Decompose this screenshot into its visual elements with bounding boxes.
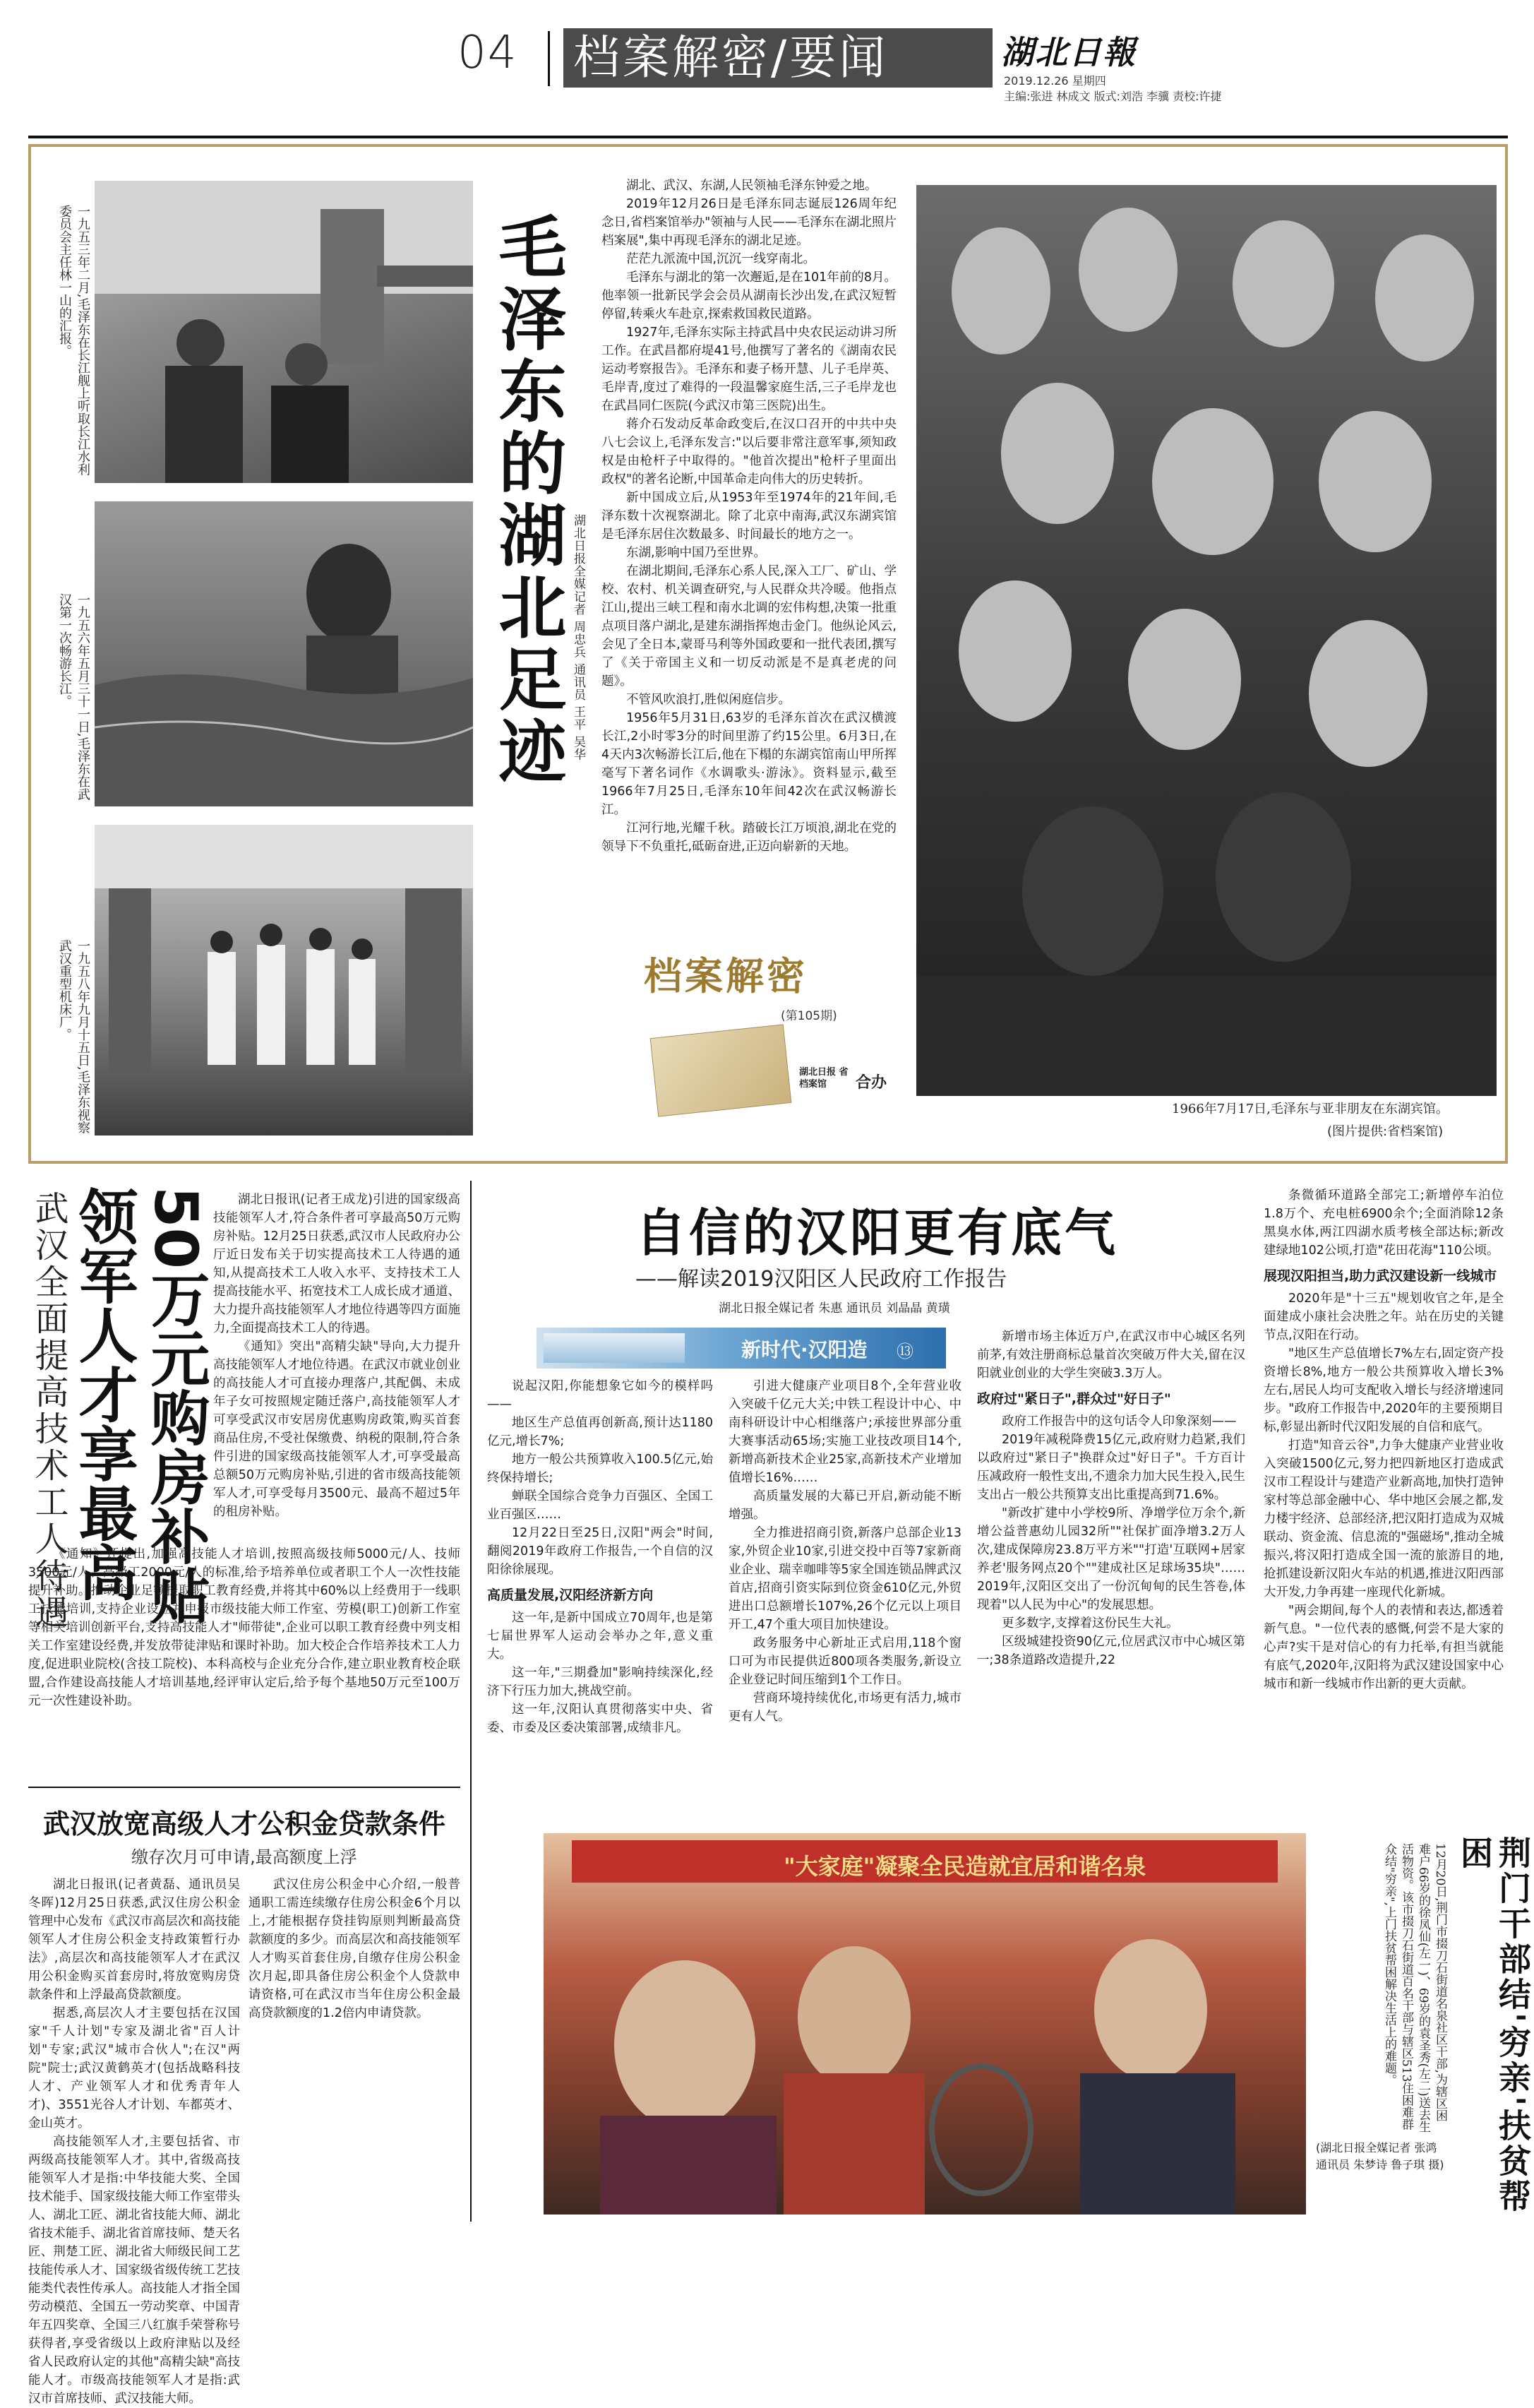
hanyang-headline: 自信的汉阳更有底气 (635, 1203, 1119, 1263)
hanyang-para: 更多数字,支撑着这份民生大礼。 (1002, 1616, 1179, 1631)
hanyang-para: 这一年,汉阳认真贯彻落实中央、省委、市委及区委决策部署,成绩非凡。 (487, 1703, 713, 1735)
hanyang-para: 2019年减税降费15亿元,政府财力趋紧,我们以政府过"紧日子"换群众过"好日子"。千方百计压减政府一般性支出,不遗余力加大民生投入,民生支出占一般公共预算支出比重提高到71.6%。 (977, 1433, 1245, 1502)
series-banner (537, 1328, 946, 1369)
photo-factory-visit-art (95, 825, 473, 1136)
photo-credit: (图片提供:省档案馆) (1327, 1124, 1444, 1139)
photo-swimming-art (95, 501, 473, 806)
photo-yangtze-ship (95, 181, 473, 483)
photo-group-east-lake (916, 185, 1497, 1096)
feature-para: 1956年5月31日,63岁的毛泽东首次在武汉横渡长江,2小时零3分的时间里游了约15公里。6月3日,在4天内3次畅游长江后,他在下榻的东湖宾馆南山甲所挥毫写下著名词作《水调歌头·游泳》。资料显示,截至1966年7月25日,毛泽东10年间42次在武汉畅游长江。 (601, 711, 897, 817)
hanyang-col2 (729, 1377, 961, 1726)
photo-group-east-lake-art (916, 185, 1497, 1096)
hanyang-para: 全力推进招商引资,新落户总部企业13家,外贸企业10家,引进交投中百等7家新商业企业、瑞幸咖啡等5家全国连锁品牌武汉首店,招商引资实际到位资金610亿元,外贸进出口总额增长107%,26个亿元以上项目开工,47个重大项目加快建设。 (729, 1526, 961, 1632)
hanyang-para: 政务服务中心新址正式启用,118个窗口可为市民提供近800项各类服务,新设立企业登记时间压缩到1个工作日。 (729, 1636, 961, 1687)
hanyang-para: 2020年是"十三五"规划收官之年,是全面建成小康社会决胜之年。站在历史的关键节点,汉阳在行动。 (1264, 1292, 1504, 1342)
hanyang-subhead-3: 展现汉阳担当,助力武汉建设新一线城市 (1264, 1268, 1497, 1284)
caption-photo-1: 一九五三年二月,毛泽东在长江舰上听取长江水利委员会主任林一山的汇报。 (57, 205, 90, 476)
talent-side-headline: 武汉全面提高技术工人待遇 (29, 1191, 68, 1631)
talent-para: 《通知》还提出,加强高技能人才培训,按照高级技师5000元/人、技师3500元/人、高级工2000元/人的标准,给予培养单位或者职工个人一次性技能提升补助。推动企业足额提取职工教育经费,并将其中60%以上经费用于一线职工技能培训,支持企业设立并申报市级技能大师工作室、劳模(职工)创新工作室等相关培训创新平台,支持高技能人才"师带徒",企业可以职工教育经费中列支相关工作室建设经费,并发放带徒津贴和课时补助。加大校企合作培养技术工人力度,促进职业院校(含技工院校)、本科高校与企业充分合作,建立职业教育校企联盟,合作建设高技能人才培训基地,经评审认定后,给予每个基地50万元至100万元一次性建设补助。 (28, 1547, 460, 1708)
hanyang-byline: 湖北日报全媒记者 朱惠 通讯员 刘晶晶 黄璜 (719, 1301, 950, 1316)
rule-talent (28, 1787, 460, 1788)
column-badge-title: 档案解密 (644, 953, 808, 999)
feature-para: 湖北、武汉、东湖,人民领袖毛泽东钟爱之地。 (626, 179, 877, 193)
big-photo-caption: 1966年7月17日,毛泽东与亚非朋友在东湖宾馆。 (1172, 1102, 1449, 1116)
feature-para: 毛泽东与湖北的第一次邂逅,是在101年前的8月。他率领一批新民学会会员从湖南长沙出发,在武汉短暂停留,转乘火车赴京,探索救国救民道路。 (601, 270, 897, 321)
talent-para: 《通知》突出"高精尖缺"导向,大力提升高技能领军人才地位待遇。在武汉市就业创业的高技能人才可直接办理落户,其配偶、未成年子女可按照规定随迁落户,高技能领军人才可享受武汉市安居房优惠购房政策,购买首套商品住房,不受社保缴费、纳税的限制,符合条件引进的国家级高技能领军人才,可享受最高总额50万元购房补贴,引进的省市级高技能领军人才,可享受每月3500元、最高不超过5年的租房补贴。 (213, 1340, 460, 1519)
hanyang-para: 地区生产总值再创新高,预计达1180亿元,增长7%; (487, 1416, 713, 1448)
hanyang-para: "地区生产总值增长7%左右,固定资产投资增长8%,地方一般公共预算收入增长3%左右,居民人均可支配收入增长与经济增速同步。"政府工作报告中,2020年的主要预期目标,彰显出新时代汉阳发展的自信和底气。 (1264, 1347, 1504, 1434)
jingmen-headline: 荆门干部结'穷亲'扶贫帮困 (1456, 1836, 1532, 2215)
caption-photo-3: 一九五八年九月十五日,毛泽东视察武汉重型机床厂。 (57, 939, 90, 1134)
column-badge-issue: (第105期) (781, 1009, 837, 1023)
photo-yangtze-ship-art (95, 181, 473, 483)
hanyang-para: "两会期间,每个人的表情和表达,都透着新气息。"一位代表的感慨,何尝不是大家的心声?实干是对信心的有力托举,有担当就能有底气,2020年,汉阳将为武汉建设国家中心城市和新一线城市作出新的更大贡献。 (1264, 1604, 1504, 1691)
column-badge-partners: 湖北日报 省档案馆 (799, 1067, 849, 1090)
feature-para: 不管风吹浪打,胜似闲庭信步。 (626, 693, 791, 707)
hanyang-para: 区级城建投资90亿元,位居武汉市中心城区第一;38条道路改造提升,22 (977, 1635, 1245, 1667)
red-banner-text: "大家庭"凝聚全民造就宜居和谐名泉 (784, 1853, 1146, 1880)
document-stack-icon (650, 1024, 792, 1116)
hanyang-col3 (977, 1328, 1245, 1669)
photo-jingmen-art (544, 1833, 1306, 2215)
editors-line: 主编:张进 林成文 版式:刘浩 李骥 责校:许捷 (1004, 90, 1222, 103)
hanyang-para: 营商环境持续优化,市场更有活力,城市更有人气。 (729, 1691, 961, 1724)
hanyang-col1 (487, 1377, 713, 1737)
hanyang-para: 地方一般公共预算收入100.5亿元,始终保持增长; (487, 1453, 713, 1485)
talent-main-headline-text: 50万元购房补贴 领军人才享最高 (69, 1186, 210, 1625)
hanyang-para: 这一年,是新中国成立70周年,也是第七届世界军人运动会举办之年,意义重大。 (487, 1611, 713, 1662)
feature-byline: 湖北日报全媒记者 周忠兵 通讯员 王平 吴华 (571, 514, 585, 761)
column-badge-action: 合办 (856, 1074, 887, 1092)
feature-para: 新中国成立后,从1953年至1974年的21年间,毛泽东数十次视察湖北。除了北京中南海,武汉东湖宾馆是毛泽东居住次数最多、时间最长的地方之一。 (601, 491, 897, 542)
hanyang-para: 条微循环道路全部完工;新增停车泊位1.8万个、充电桩6900余个;全面消除12条黑臭水体,两江四湖水质考核全部达标;新改建绿地102公顷,打造"花田花海"110公顷。 (1264, 1188, 1504, 1258)
page-number: 04 (457, 27, 518, 79)
column-badge (640, 946, 897, 1116)
hanyang-subhead: ——解读2019汉阳区人民政府工作报告 (635, 1267, 1007, 1292)
fund-body-col2 (248, 1876, 460, 2222)
hanyang-para: 引进大健康产业项目8个,全年营业收入突破千亿元大关;中铁工程设计中心、中南科研设计中心相继落户;承接世界部分重大赛事活动65场;实施工业技改项目14个,新增高新技术企业25家,高新技术产业增加值增长16%…… (729, 1379, 961, 1485)
issue-date: 2019.12.26 星期四 (1004, 74, 1106, 88)
hanyang-para: 这一年,"三期叠加"影响持续深化,经济下行压力加大,挑战空前。 (487, 1666, 713, 1698)
section-title-text: 档案解密/要闻 (573, 30, 889, 85)
jingmen-credit: (湖北日报全媒记者 张鸿 通讯员 朱梦诗 鲁子琪 摄) (1316, 2141, 1444, 2171)
jingmen-caption: 12月20日,荆门市掇刀石街道名泉社区干部,为辖区困难户66岁的徐凤仙(左一)、69岁的袁圣秀(左二)送去生活物资。该市掇刀石街道百名干部与辖区513住困难群众结"穷亲",上门扶贫帮困解决生活上的难题。 (1382, 1843, 1447, 2133)
hanyang-para: 蝉联全国综合竞争力百强区、全国工业百强区…… (487, 1489, 713, 1522)
feature-para: 东湖,影响中国乃至世界。 (626, 546, 767, 560)
fund-body-col1 (28, 1876, 240, 2406)
masthead-rule (28, 136, 1508, 138)
feature-para: 蒋介石发动反革命政变后,在汉口召开的中共中央八七会议上,毛泽东发言:"以后要非常注意军事,须知政权是由枪杆子中取得的。"他首次提出"枪杆子里面出政权"的著名论断,中国革命走向伟大的历史转折。 (601, 417, 897, 487)
feature-title: 毛泽东的湖北足迹 (488, 212, 568, 788)
hanyang-para: 政府工作报告中的这句话令人印象深刻—— (1002, 1414, 1237, 1429)
photo-jingmen-community (544, 1833, 1306, 2215)
fund-headline: 武汉放宽高级人才公积金贷款条件 (42, 1808, 445, 1840)
vertical-rule (470, 1181, 472, 2222)
hanyang-para: 12月22日至25日,汉阳"两会"时间,翻阅2019年政府工作报告,一个自信的汉阳徐徐展现。 (487, 1526, 713, 1577)
talent-body-wide (28, 1545, 460, 1710)
fund-subhead: 缴存次月可申请,最高额度上浮 (131, 1847, 357, 1867)
masthead-divider (548, 31, 550, 86)
feature-para: 在湖北期间,毛泽东心系人民,深入工厂、矿山、学校、农村、机关调查研究,与人民群众共冷暖。他指点江山,提出三峡工程和南水北调的宏伟构想,决策一批重点项目落户湖北,是建东湖指挥炮击金门。他纵论风云,会见了全日本,蒙哥马利等外国政要和一批代表团,撰写了《关于帝国主义和一切反动派是不是真老虎的问题》。 (601, 564, 897, 689)
hanyang-para: 打造"知音云谷",力争大健康产业营业收入突破1500亿元,努力把四新地区打造成武汉市工程设计与建造产业新高地,加快打造钟家村等总部金融中心、华中地区会展之都,发力楼宇经济、总部经济,把汉阳打造成为双城联动、资金流、信息流的"强磁场",推动全城振兴,将汉阳打造成全国一流的旅游目的地,抢抓建设新汉阳火车站的机遇,推进汉阳西部大开发,力争再建一座现代化新城。 (1264, 1438, 1504, 1599)
feature-body (601, 177, 897, 918)
fund-para: 湖北日报讯(记者黄磊、通讯员吴冬晖)12月25日获悉,武汉住房公积金管理中心发布《武汉市高层次和高技能领军人才住房公积金支持政策暂行办法》,高层次和高技能领军人才在武汉用公积金购买首套房时,将放宽购房贷款条件和上浮最高贷款额度。 (28, 1878, 240, 2002)
feature-para: 2019年12月26日是毛泽东同志诞辰126周年纪念日,省档案馆举办"领袖与人民——毛泽东在湖北照片档案展",集中再现毛泽东的湖北足迹。 (601, 197, 897, 248)
series-banner-number: ⑬ (897, 1342, 913, 1361)
feature-para: 江河行地,光耀千秋。踏破长江万顷浪,湖北在党的领导下不负重托,砥砺奋进,正迈向崭新的天地。 (601, 821, 897, 854)
paper-logo: 湖北日報 (1001, 33, 1137, 71)
skyline-icon (544, 1333, 685, 1363)
series-banner-label: 新时代·汉阳造 (741, 1338, 868, 1361)
hanyang-para: "新改扩建中小学校9所、净增学位万余个,新增公益普惠幼儿园32所""社保扩面净增3.2万人次,建成保障房23.8万平方米""打造'互联网+居家养老'服务网点20个""建成社区足球场35块"……2019年,汉阳区交出了一份沉甸甸的民生答卷,体现着"以人民为中心"的发展思想。 (977, 1506, 1245, 1612)
hanyang-para: 新增市场主体近万户,在武汉市中心城区名列前茅,有效注册商标总量首次突破万件大关,留在汉阳就业创业的大学生突破3.3万人。 (977, 1330, 1245, 1381)
hanyang-para: 说起汉阳,你能想象它如今的模样吗—— (487, 1379, 713, 1412)
hanyang-para: 高质量发展的大幕已开启,新动能不断增强。 (729, 1489, 961, 1522)
photo-swimming (95, 501, 473, 806)
hanyang-subhead-1: 高质量发展,汉阳经济新方向 (487, 1587, 654, 1603)
fund-para: 武汉住房公积金中心介绍,一般普通职工需连续缴存住房公积金6个月以上,才能根据存贷挂钩原则判断最高贷款额度的多少。而高层次和高技能领军人才购买首套住房,自缴存住房公积金次月起,即具备住房公积金个人贷款申请资格,可在武汉市当年住房公积金最高贷款额度的1.2倍内申请贷款。 (248, 1878, 460, 2020)
caption-photo-2: 一九五六年五月三十一日,毛泽东在武汉第一次畅游长江。 (57, 593, 90, 801)
talent-body (213, 1191, 460, 1521)
feature-para: 1927年,毛泽东实际主持武昌中央农民运动讲习所工作。在武昌都府堤41号,他撰写了著名的《湖南农民运动考察报告》。毛泽东和妻子杨开慧、儿子毛岸英、毛岸青,度过了难得的一段温馨家庭生活,三子毛岸龙也在武昌同仁医院(今武汉市第三医院)出生。 (601, 326, 897, 413)
section-title (563, 28, 993, 88)
photo-factory-visit (95, 825, 473, 1136)
fund-para: 据悉,高层次人才主要包括在汉国家"千人计划"专家及湖北省"百人计划"专家;武汉"城市合伙人";在汉"两院"院士;武汉黄鹤英才(包括战略科技人才、产业领军人才和优秀青年人才)、3551光谷人才计划、车都英才、金山英才。 (28, 2006, 240, 2130)
hanyang-col4 (1264, 1186, 1504, 1693)
feature-para: 茫茫九派流中国,沉沉一线穿南北。 (626, 252, 816, 266)
fund-para: 高技能领军人才,主要包括省、市两级高技能领军人才。其中,省级高技能领军人才是指:中华技能大奖、全国技术能手、国家级技能大师工作室带头人、湖北工匠、湖北省技能大师、湖北省技术能手、湖北省首席技师、楚天名匠、荆楚工匠、湖北省大师级民间工艺技能传承人才、国家级省级传统工艺技能类代表性传承人。高技能人才指全国劳动模范、全国五一劳动奖章、中国青年五四奖章、全国三八红旗手荣誉称号获得者,享受省级以上政府津贴以及经省人民政府认定的其他"高精尖缺"高技能人才。市级高技能领军人才是指:武汉市首席技师、武汉技能大师。 (28, 2135, 240, 2406)
talent-para: 湖北日报讯(记者王成龙)引进的国家级高技能领军人才,符合条件者可享最高50万元购房补贴。12月25日获悉,武汉市人民政府办公厅近日发布关于切实提高技术工人待遇的通知,从提高技术工人收入水平、支持技术工人提高技能水平、拓宽技术工人成长成才通道、大力提升高技能领军人才地位待遇等四方面施力,全面提高技术工人的待遇。 (213, 1193, 460, 1335)
hanyang-subhead-2: 政府过"紧日子",群众过"好日子" (977, 1391, 1171, 1407)
